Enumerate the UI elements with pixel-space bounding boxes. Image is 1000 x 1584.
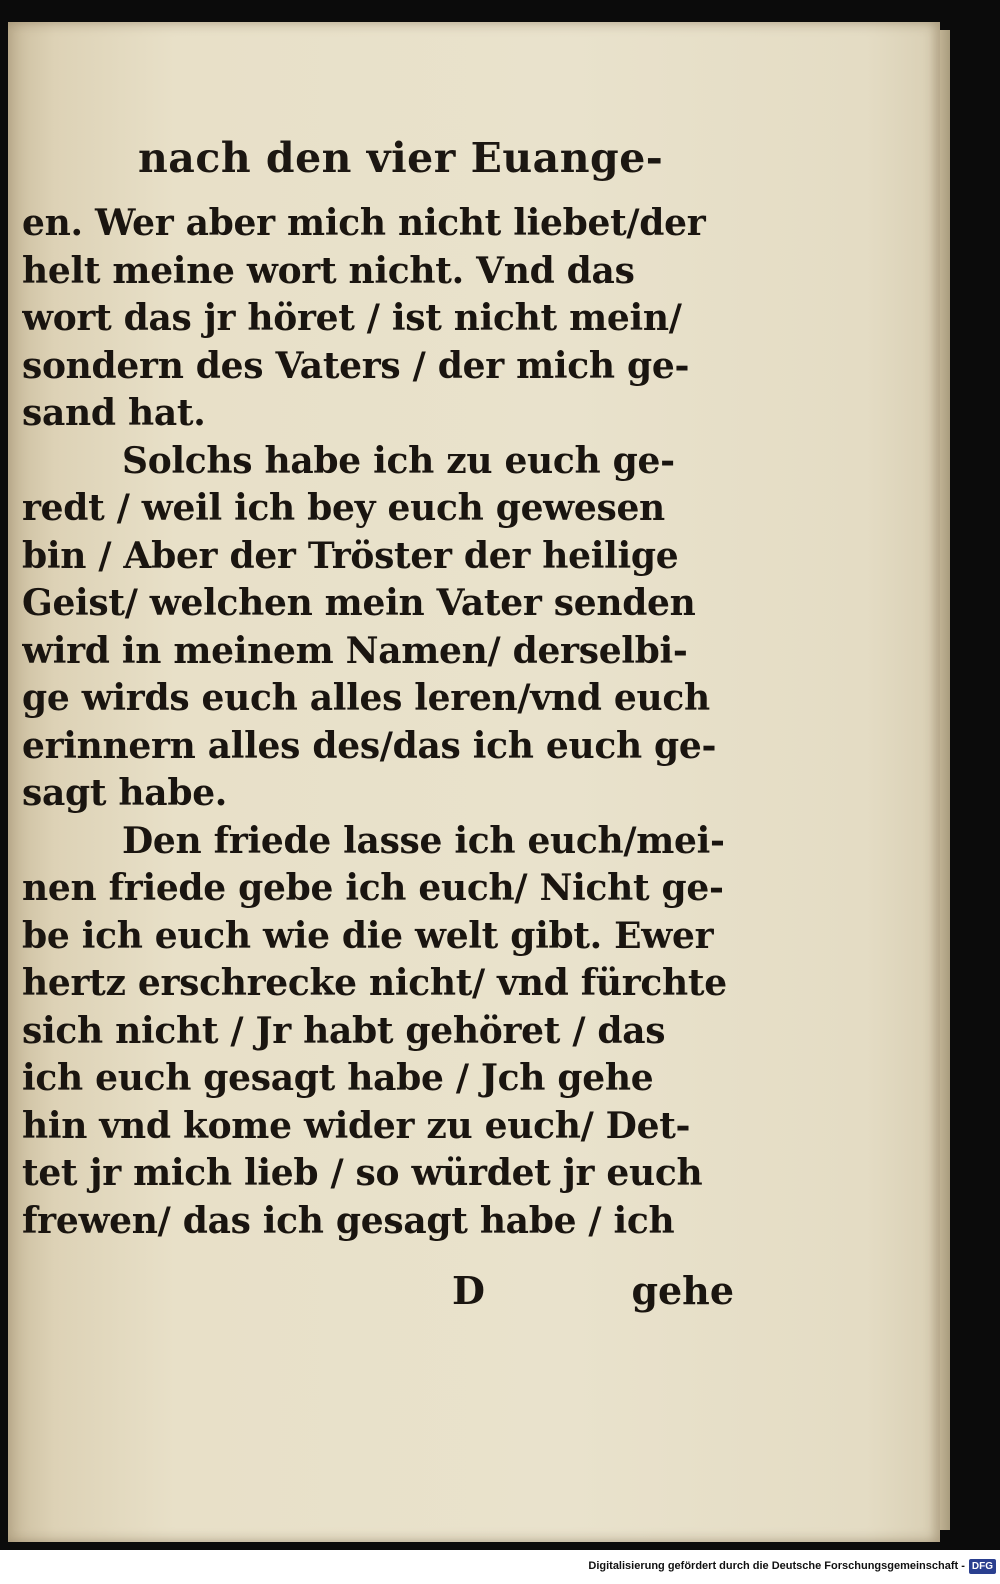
- text-line: frewen/ das ich gesagt habe / ich: [22, 1199, 675, 1242]
- text-block: [22, 200, 734, 1245]
- running-head: nach den vier Euange-: [138, 134, 664, 182]
- text-line: redt / weil ich bey euch gewesen: [22, 487, 665, 529]
- text-line: wird in meinem Namen/ derselbi-: [22, 629, 688, 672]
- text-line: sich nicht / Jr habt gehöret / das: [22, 1009, 666, 1052]
- text-line: sand hat.: [22, 392, 206, 434]
- text-line: Den friede lasse ich euch/mei-: [122, 819, 725, 862]
- text-line: ge wirds euch alles leren/vnd euch: [22, 677, 710, 719]
- catchword: gehe: [631, 1268, 734, 1313]
- text-line: nen friede gebe ich euch/ Nicht ge-: [22, 867, 724, 909]
- text-line: be ich euch wie die welt gibt. Ewer: [22, 914, 714, 957]
- text-line: tet jr mich lieb / so würdet jr euch: [22, 1152, 703, 1194]
- text-line: wort das jr höret / ist nicht mein/: [22, 297, 682, 339]
- text-line: sagt habe.: [22, 772, 228, 814]
- text-line: sondern des Vaters / der mich ge-: [22, 344, 690, 387]
- text-line: Solchs habe ich zu euch ge-: [122, 439, 675, 482]
- text-line: hin vnd kome wider zu euch/ Det-: [22, 1104, 691, 1147]
- text-line: hertz erschrecke nicht/ vnd fürchte: [22, 962, 727, 1004]
- credit-text: Digitalisierung gefördert durch die Deutsche Forschungsgemeinschaft -: [588, 1560, 965, 1572]
- dfg-logo: DFG: [969, 1559, 996, 1574]
- text-line: en. Wer aber mich nicht liebet/der: [22, 202, 706, 244]
- text-line: Geist/ welchen mein Vater senden: [22, 582, 696, 624]
- signature-mark: D: [452, 1268, 485, 1313]
- text-line: bin / Aber der Tröster der heilige: [22, 534, 679, 577]
- text-line: ich euch gesagt habe / Jch gehe: [22, 1057, 654, 1099]
- catchword-row: [22, 1268, 734, 1318]
- text-line: erinnern alles des/das ich euch ge-: [22, 724, 717, 767]
- book-page: [8, 22, 940, 1542]
- digitization-credit: [588, 1556, 996, 1576]
- page-edge: [940, 30, 950, 1530]
- text-line: helt meine wort nicht. Vnd das: [22, 249, 635, 292]
